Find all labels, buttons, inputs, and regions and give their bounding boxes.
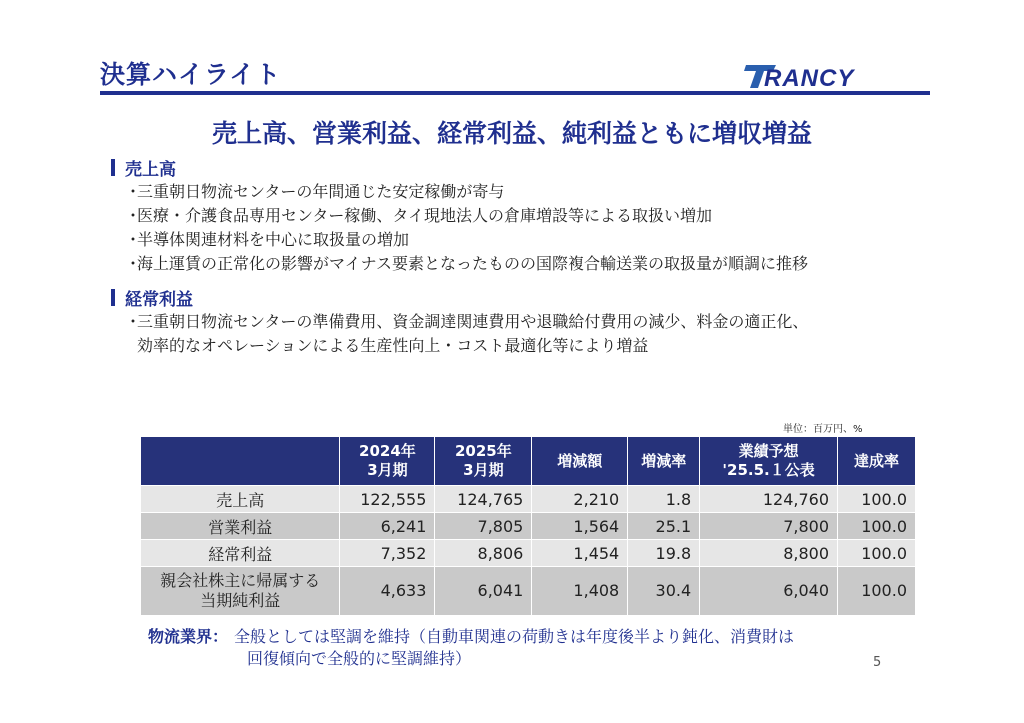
heading-bar xyxy=(111,159,115,176)
table-cell: 4,633 xyxy=(340,567,435,616)
table-cell: 19.8 xyxy=(628,540,700,567)
table-cell: 1,454 xyxy=(532,540,628,567)
row-label xyxy=(141,567,340,616)
table-cell: 25.1 xyxy=(628,513,700,540)
table-cell: 30.4 xyxy=(628,567,700,616)
industry-outlook-label: 物流業界： xyxy=(148,627,229,646)
bullet-item: ・三重朝日物流センターの準備費用、資金調達関連費用や退職給付費用の減少、料金の適正化、 xyxy=(125,312,809,331)
header-text: 達成率 xyxy=(853,451,899,470)
bullet-text: 海上運賃の正常化の影響がマイナス要素となったものの国際複合輸送業の取扱量が順調に推移 xyxy=(137,254,809,273)
page-number: 5 xyxy=(873,655,882,670)
table-cell: 7,800 xyxy=(700,513,838,540)
trancy-logo xyxy=(742,62,892,90)
bullet-text: 三重朝日物流センターの準備費用、資金調達関連費用や退職給付費用の減少、料金の適正化、 xyxy=(137,312,809,331)
table-cell: 100.0 xyxy=(838,513,916,540)
header-text: 業績予想 '25.5.１公表 xyxy=(722,442,815,479)
section-ordinary-profit xyxy=(111,285,808,358)
industry-outlook-text: 回復傾向で全般的に堅調維持） xyxy=(247,649,472,668)
table-cell: 100.0 xyxy=(838,486,916,513)
table-cell: 8,800 xyxy=(700,540,838,567)
industry-outlook-text: 全般としては堅調を維持（自動車関連の荷動きは年度後半より鈍化、消費財は xyxy=(234,627,795,646)
bullet-item xyxy=(125,334,808,358)
industry-outlook-line xyxy=(148,626,794,648)
header-text: 2024年 3月期 xyxy=(359,442,416,479)
industry-outlook xyxy=(148,626,794,670)
section-sales xyxy=(111,155,808,276)
section-heading xyxy=(111,155,808,180)
bullet-text: 三重朝日物流センターの年間通じた安定稼働が寄与 xyxy=(137,182,505,201)
bullet-item: ・海上運賃の正常化の影響がマイナス要素となったものの国際複合輸送業の取扱量が順調に推移 xyxy=(125,254,809,273)
table-cell: 8,806 xyxy=(435,540,532,567)
header-cell xyxy=(628,437,700,486)
headline: 売上高、営業利益、経常利益、純利益ともに増収増益 xyxy=(211,119,812,148)
table-cell: 7,352 xyxy=(340,540,435,567)
header-text: 増減率 xyxy=(641,451,687,470)
header-cell xyxy=(532,437,628,486)
table-cell: 6,040 xyxy=(700,567,838,616)
table-cell: 1,564 xyxy=(532,513,628,540)
table-cell: 100.0 xyxy=(838,540,916,567)
bullet-item: ・医療・介護食品専用センター稼働、タイ現地法人の倉庫増設等による取扱い増加 xyxy=(125,206,713,225)
header-cell xyxy=(700,437,838,486)
header-cell xyxy=(838,437,916,486)
bullet-item: ・半導体関連材料を中心に取扱量の増加 xyxy=(125,230,410,249)
bullet-text: 半導体関連材料を中心に取扱量の増加 xyxy=(137,230,410,249)
header-cell xyxy=(435,437,532,486)
table-cell: 100.0 xyxy=(838,567,916,616)
bullet-text: 医療・介護食品専用センター稼働、タイ現地法人の倉庫増設等による取扱い増加 xyxy=(137,206,713,225)
page-title: 決算ハイライト xyxy=(100,60,282,89)
table-cell: 2,210 xyxy=(532,486,628,513)
header-cell xyxy=(141,437,340,486)
table-cell: 122,555 xyxy=(340,486,435,513)
row-label-text: 親会社株主に帰属する 当期純利益 xyxy=(160,571,321,610)
results-table xyxy=(140,436,916,616)
table-row xyxy=(141,513,916,540)
row-label: 経常利益 xyxy=(141,540,340,567)
svg-text:RANCY: RANCY xyxy=(764,65,855,90)
header-text: 増減額 xyxy=(557,451,603,470)
section-heading-label: 売上高 xyxy=(125,160,176,180)
table-cell: 6,241 xyxy=(340,513,435,540)
table-cell: 124,765 xyxy=(435,486,532,513)
header-text: 2025年 3月期 xyxy=(454,442,512,479)
unit-note: 単位：百万円、% xyxy=(783,424,863,435)
table-cell: 124,760 xyxy=(700,486,838,513)
heading-bar xyxy=(111,289,115,306)
title-rule xyxy=(100,91,930,95)
table-row xyxy=(141,567,916,616)
bullet-item: ・三重朝日物流センターの年間通じた安定稼働が寄与 xyxy=(125,182,505,201)
table-row xyxy=(141,540,916,567)
table-cell: 1.8 xyxy=(628,486,700,513)
bullet-text: 効率的なオペレーションによる生産性向上・コスト最適化等により増益 xyxy=(137,336,649,355)
section-heading xyxy=(111,285,808,310)
table-cell: 7,805 xyxy=(435,513,532,540)
row-label: 売上高 xyxy=(141,486,340,513)
table-row xyxy=(141,486,916,513)
table-cell: 1,408 xyxy=(532,567,628,616)
header-cell xyxy=(340,437,435,486)
row-label: 営業利益 xyxy=(141,513,340,540)
table-cell: 6,041 xyxy=(435,567,532,616)
table-header-row xyxy=(141,437,916,486)
section-heading-label: 経常利益 xyxy=(125,290,193,310)
